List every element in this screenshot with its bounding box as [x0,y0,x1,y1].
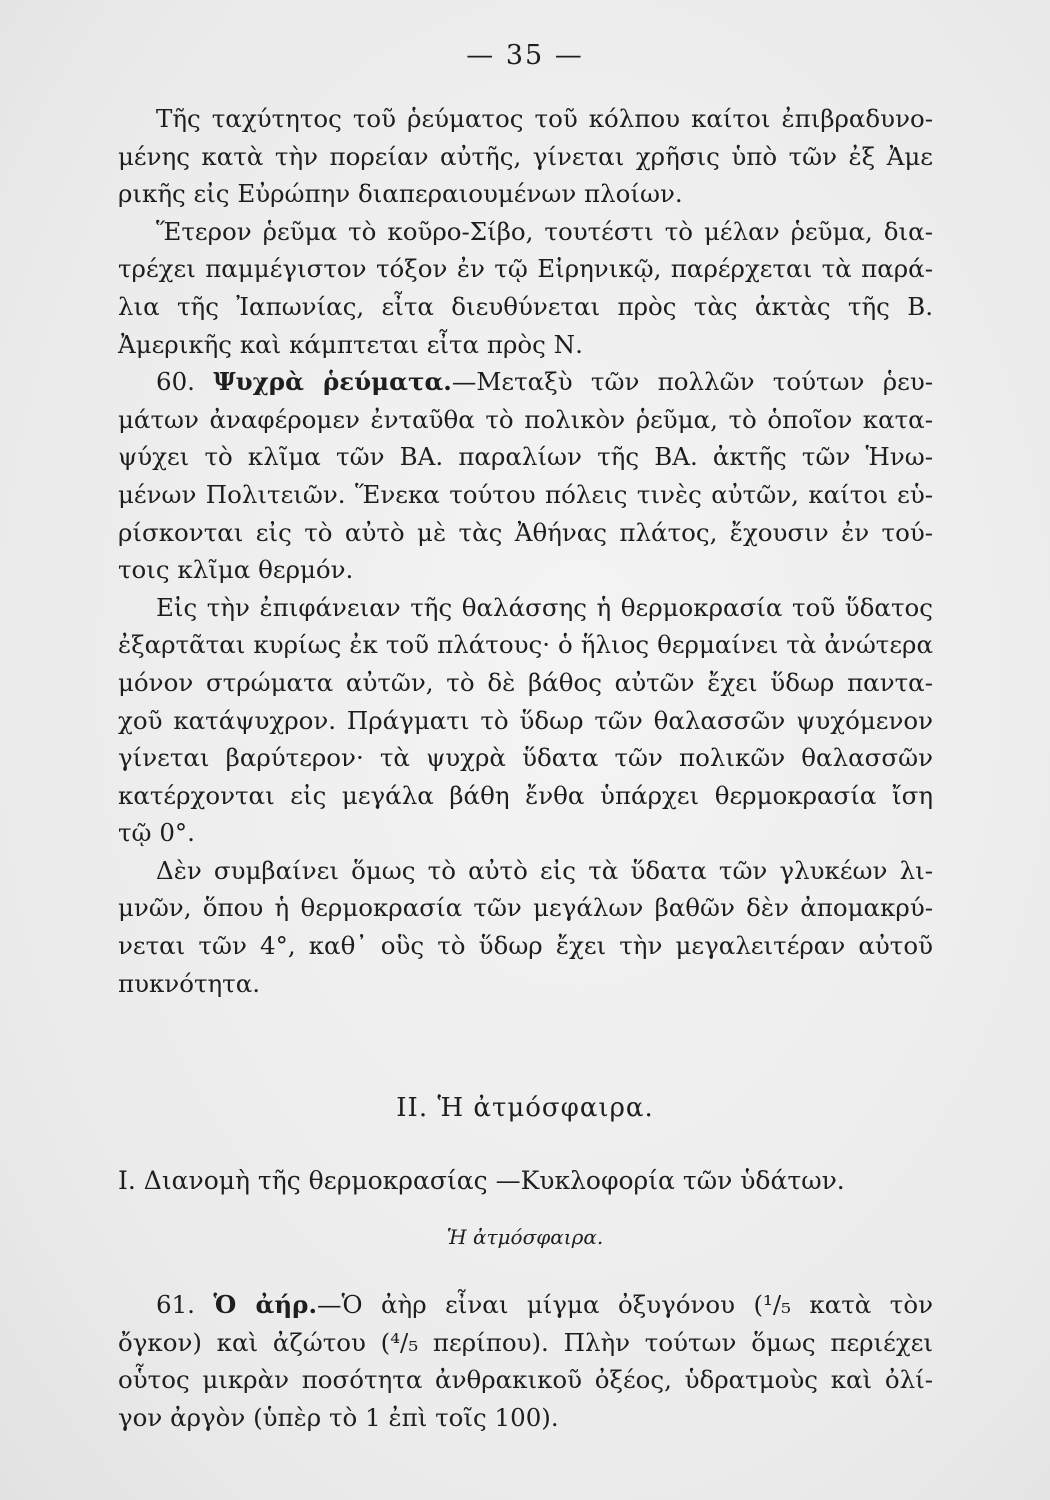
text-line: μνῶν, ὅπου ἡ θερμοκρασία τῶν μεγάλων βαθῶν δὲν ἀπομακρύ- [118,893,933,923]
text-line: τῷ 0°. [118,818,195,848]
text-line: μένης κατὰ τὴν πορείαν αὐτῆς, γίνεται χρῆσις ὑπὸ τῶν ἐξ Ἀμε [118,141,933,171]
text-line: Εἰς τὴν ἐπιφάνειαν τῆς θαλάσσης ἡ θερμοκρασία τοῦ ὕδατος [156,592,933,622]
body-text-lower [118,1286,933,1436]
text-line: Ἕτερον ῥεῦμα τὸ κοῦρο-Σίβο, τουτέστι τὸ μέλαν ῥεῦμα, δια- [156,216,933,246]
text-run: —Ὁ ἀὴρ εἶναι μίγμα ὀξυγόνου (¹/₅ κατὰ τὸν [317,1290,933,1319]
text-line: λια τῆς Ἰαπωνίας, εἶτα διευθύνεται πρὸς τὰς ἀκτὰς τῆς Β. [118,291,933,321]
text-line: μένων Πολιτειῶν. Ἕνεκα τούτου πόλεις τινὲς αὐτῶν, καίτοι εὑ- [118,479,933,509]
text-line: γίνεται βαρύτερον· τὰ ψυχρὰ ὕδατα τῶν πολικῶν θαλασσῶν [118,743,933,773]
text-line: Δὲν συμβαίνει ὅμως τὸ αὐτὸ εἰς τὰ ὕδατα τῶν γλυκέων λι- [156,855,933,885]
text-line: νεται τῶν 4°, καθ᾽ οὓς τὸ ὕδωρ ἔχει τὴν μεγαλειτέραν αὐτοῦ [118,931,933,961]
page-number: — 35 — [466,40,584,71]
text-line: μόνον στρώματα αὐτῶν, τὸ δὲ βάθος αὐτῶν ἔχει ὕδωρ παντα- [118,667,933,697]
text-line: τοις κλῖμα θερμόν. [118,555,354,585]
paragraph-heading: Ψυχρὰ ῥεύματα. [213,367,452,397]
text-run: —Μεταξὺ τῶν πολλῶν τούτων ῥευ- [451,367,933,397]
text-line: χοῦ κατάψυχρον. Πράγματι τὸ ὕδωρ τῶν θαλασσῶν ψυχόμενον [118,705,933,735]
section-title: II. Ἡ ἀτμόσφαιρα. [396,1093,654,1123]
text-line: κατέρχονται εἰς μεγάλα βάθη ἔνθα ὑπάρχει θερμοκρασία ἴση [118,780,933,810]
body-text-upper [118,100,933,1002]
paragraph-number: 61. [156,1290,195,1319]
text-line: ρίσκονται εἰς τὸ αὐτὸ μὲ τὰς Ἀθήνας πλάτος, ἔχουσιν ἐν τού- [118,517,933,547]
text-line: γον ἀργὸν (ὑπὲρ τὸ 1 ἐπὶ τοῖς 100). [118,1402,559,1432]
text-line [118,1286,933,1324]
text-line: ὄγκον) καὶ ἀζώτου (⁴/₅ περίπου). Πλὴν τούτων ὅμως περιέχει [118,1327,933,1357]
text-line: Ἀμερικῆς καὶ κάμπτεται εἶτα πρὸς Ν. [118,329,583,359]
text-line: Τῆς ταχύτητος τοῦ ῥεύματος τοῦ κόλπου καίτοι ἐπιβραδυνο- [156,104,933,133]
subsection-caption: Ἡ ἀτμόσφαιρα. [446,1225,604,1249]
text-line: τρέχει παμμέγιστον τόξον ἐν τῷ Εἰρηνικῷ, παρέρχεται τὰ παρά- [118,254,933,284]
text-line: οὗτος μικρὰν ποσότητα ἀνθρακικοῦ ὀξέος, ὑδρατμοὺς καὶ ὀλί- [118,1365,933,1395]
text-line: ἐξαρτᾶται κυρίως ἐκ τοῦ πλάτους· ὁ ἥλιος θερμαίνει τὰ ἀνώτερα [118,630,933,660]
text-line: μάτων ἀναφέρομεν ἐνταῦθα τὸ πολικὸν ῥεῦμα, τὸ ὁποῖον κατα- [118,404,933,434]
text-line: πυκνότητα. [118,968,261,998]
text-line: ρικῆς εἰς Εὐρώπην διαπεραιουμένων πλοίων. [118,179,683,209]
text-line: ψύχει τὸ κλῖμα τῶν ΒΑ. παραλίων τῆς ΒΑ. ἀκτῆς τῶν Ἡνω- [118,442,933,472]
text-line [118,363,933,401]
subsection-title: I. Διανομὴ τῆς θερμοκρασίας —Κυκλοφορία τῶν ὑδάτων. [118,1166,845,1195]
paragraph-heading: Ὁ ἀήρ. [213,1290,317,1319]
paragraph-number: 60. [156,367,195,397]
